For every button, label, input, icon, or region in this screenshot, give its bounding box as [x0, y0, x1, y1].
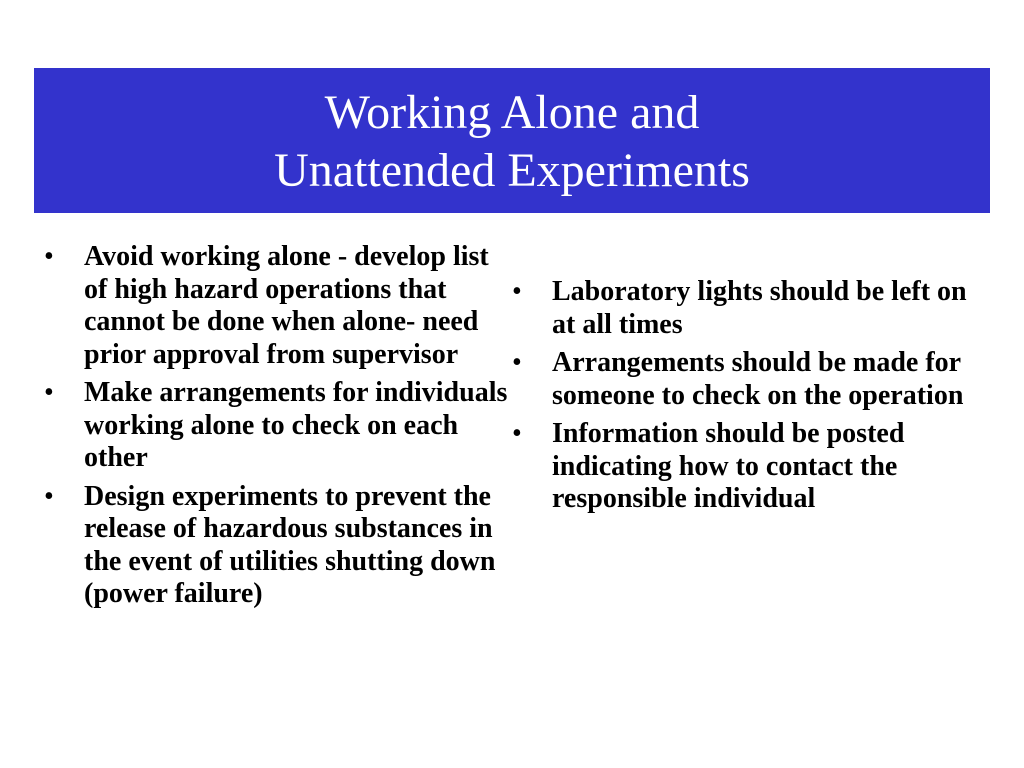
bullet-item [40, 481, 510, 611]
left-bullet-list [40, 241, 510, 617]
bullet-text: Laboratory lights should be left on at all times [552, 276, 967, 340]
bullet-icon: • [44, 377, 54, 408]
bullet-icon: • [512, 347, 522, 378]
bullet-item [508, 276, 978, 341]
bullet-text: Information should be posted indicating how to contact the responsible individual [552, 418, 905, 514]
bullet-item [40, 377, 510, 475]
bullet-text: Avoid working alone - develop list of high hazard operations that cannot be done when alone- need prior approval from supervisor [84, 241, 489, 370]
slide-title-line-1: Working Alone and [324, 86, 700, 139]
bullet-item [508, 418, 978, 516]
bullet-icon: • [44, 241, 54, 272]
bullet-icon: • [512, 418, 522, 449]
right-bullet-list [508, 276, 978, 522]
bullet-item [40, 241, 510, 371]
bullet-text: Arrangements should be made for someone to check on the operation [552, 347, 964, 411]
bullet-text: Design experiments to prevent the release of hazardous substances in the event of utilities shutting down (power failure) [84, 480, 496, 609]
bullet-icon: • [512, 276, 522, 307]
bullet-text: Make arrangements for individuals working alone to check on each other [84, 377, 508, 473]
bullet-item [508, 347, 978, 412]
slide-title-line-2: Unattended Experiments [274, 144, 750, 197]
title-banner [34, 68, 990, 213]
bullet-icon: • [44, 480, 54, 512]
